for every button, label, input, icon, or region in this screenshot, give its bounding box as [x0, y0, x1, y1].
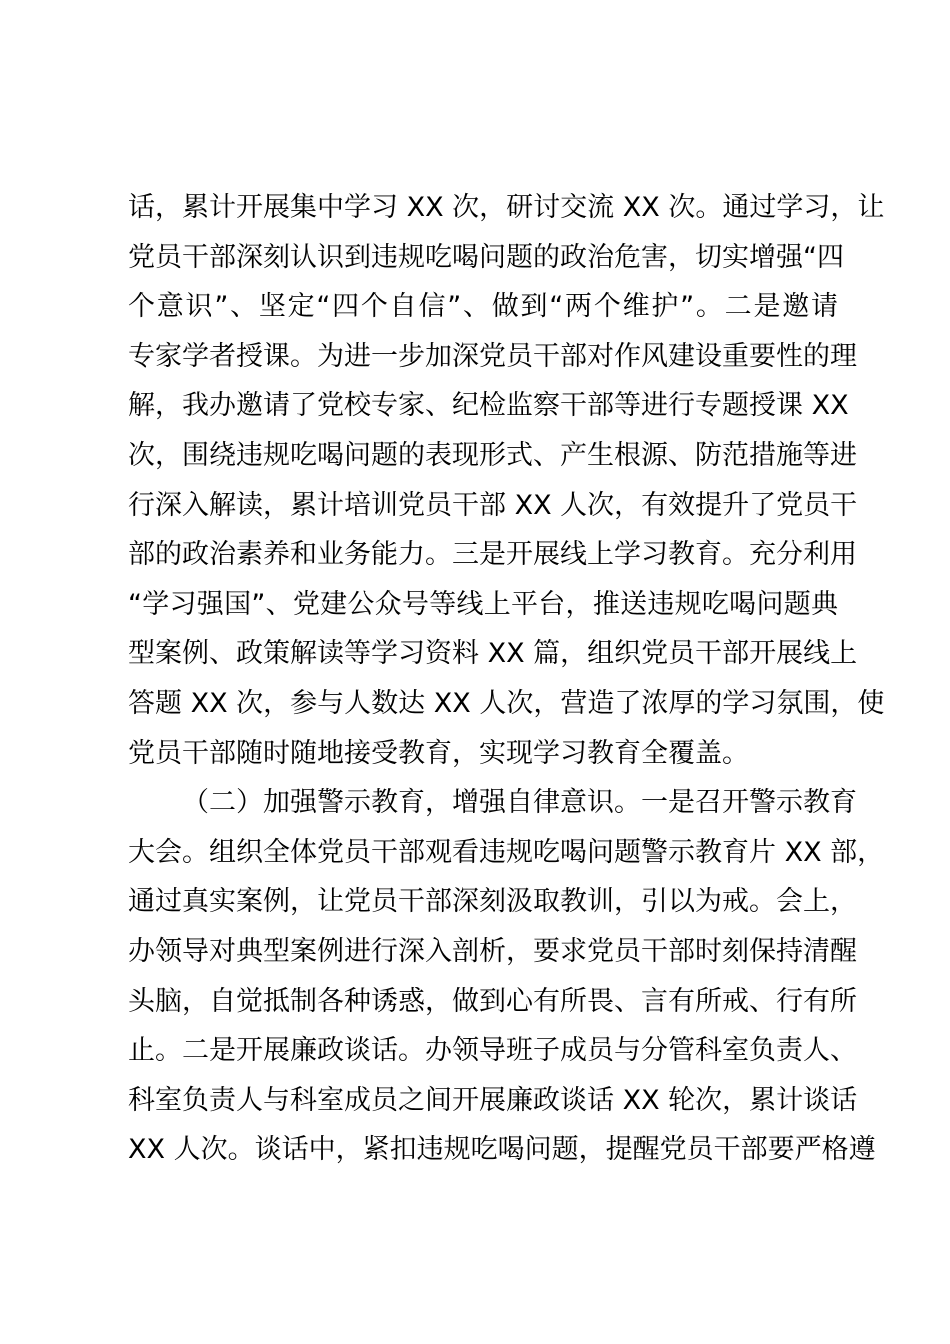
text-line: 科室负责人与科室成员之间开展廉政谈话 XX 轮次，累计谈话	[128, 1084, 858, 1116]
text-line: 大会。组织全体党员干部观看违规吃喝问题警示教育片 XX 部，	[128, 836, 885, 868]
text-line: 行深入解读，累计培训党员干部 XX 人次，有效提升了党员干	[128, 489, 858, 521]
text-line: 头脑，自觉抵制各种诱惑，做到心有所畏、言有所戒、行有所	[128, 985, 857, 1017]
text-line: 答题 XX 次，参与人数达 XX 人次，营造了浓厚的学习氛围，使	[128, 687, 885, 719]
text-line: 止。二是开展廉政谈话。办领导班子成员与分管科室负责人、	[128, 1035, 857, 1067]
text-line: 话，累计开展集中学习 XX 次，研讨交流 XX 次。通过学习，让	[128, 192, 885, 223]
document-body	[128, 183, 885, 1175]
text-line: 党员干部深刻认识到违规吃喝问题的政治危害，切实增强“四	[128, 241, 844, 273]
text-line: 型案例、政策解读等学习资料 XX 篇，组织党员干部开展线上	[128, 638, 858, 670]
paragraph-1	[128, 183, 885, 778]
text-line: 次，围绕违规吃喝问题的表现形式、产生根源、防范措施等进	[128, 439, 857, 471]
text-line: “学习强国”、党建公众号等线上平台，推送违规吃喝问题典	[128, 588, 838, 620]
text-line: XX 人次。谈话中，紧扣违规吃喝问题，提醒党员干部要严格遵	[128, 1134, 876, 1166]
paragraph-2	[128, 778, 885, 1175]
text-line: 部的政治素养和业务能力。三是开展线上学习教育。充分利用	[128, 539, 857, 571]
text-line: 通过真实案例，让党员干部深刻汲取教训，引以为戒。会上，	[128, 886, 857, 918]
text-line: 专家学者授课。为进一步加深党员干部对作风建设重要性的理	[128, 340, 857, 372]
section-heading-line: （二）加强警示教育，增强自律意识。一是召开警示教育	[182, 787, 857, 819]
text-line: 党员干部随时随地接受教育，实现学习教育全覆盖。	[128, 737, 749, 769]
text-line: 个意识”、坚定“四个自信”、做到“两个维护”。二是邀请	[128, 291, 838, 323]
text-line: 办领导对典型案例进行深入剖析，要求党员干部时刻保持清醒	[128, 935, 857, 967]
text-line: 解，我办邀请了党校专家、纪检监察干部等进行专题授课 XX	[128, 390, 849, 422]
